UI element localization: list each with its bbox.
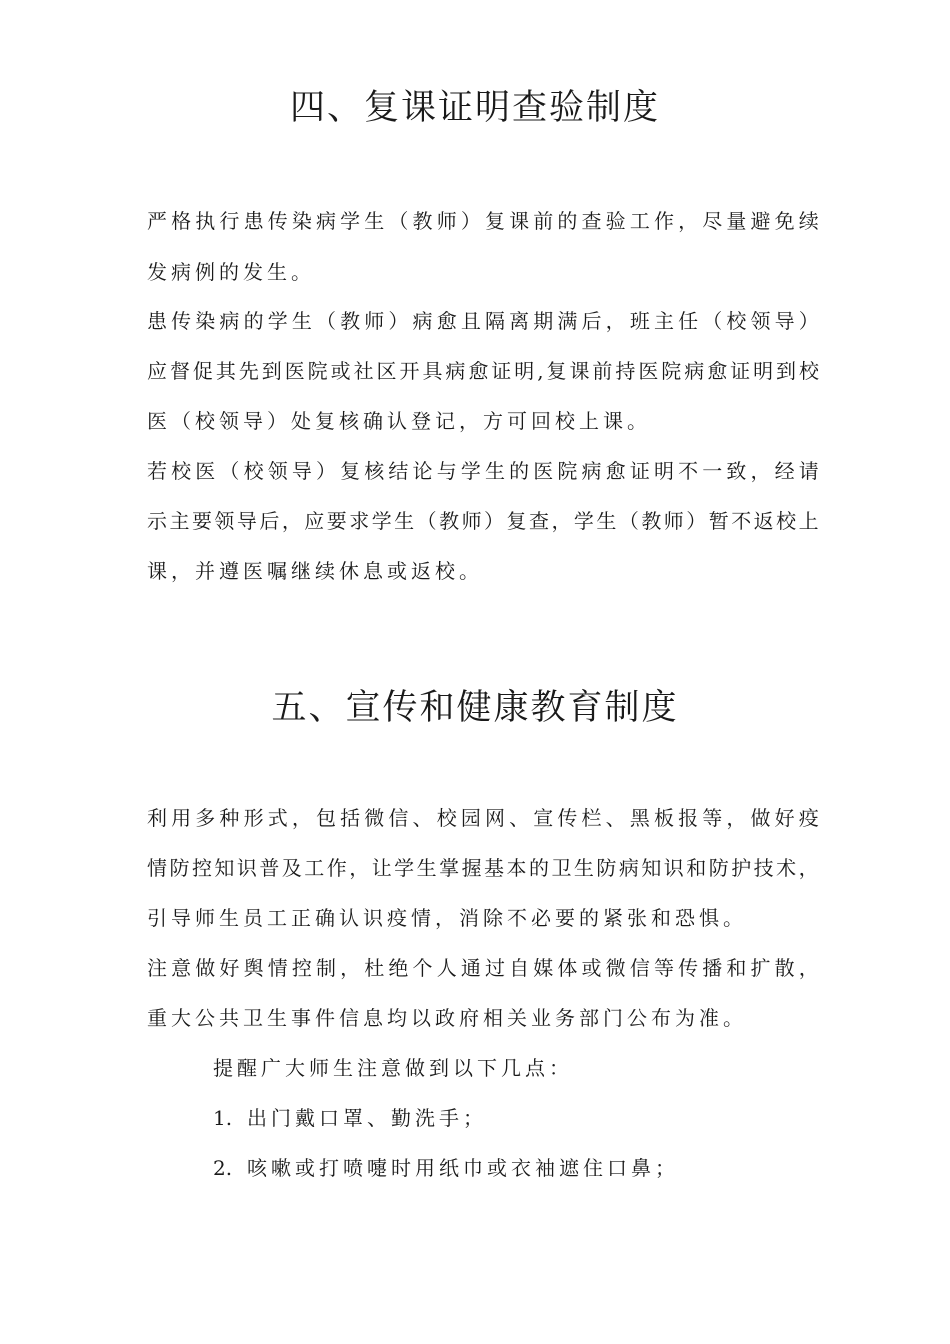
glyph: 工 bbox=[304, 856, 325, 880]
glyph: 识 bbox=[663, 856, 684, 880]
glyph: 园 bbox=[460, 806, 481, 830]
glyph: 经 bbox=[774, 459, 795, 483]
glyph: 作 bbox=[326, 856, 347, 880]
glyph: ， bbox=[291, 806, 312, 830]
glyph: 暂 bbox=[708, 509, 729, 533]
list-item bbox=[213, 1154, 679, 1182]
glyph: 示 bbox=[147, 509, 167, 533]
glyph: 校 bbox=[171, 459, 192, 483]
glyph: 到 bbox=[776, 359, 797, 383]
glyph: ） bbox=[484, 509, 505, 533]
glyph: 核 bbox=[364, 459, 385, 483]
glyph: 黑 bbox=[629, 806, 650, 830]
list-number: 1. bbox=[213, 1106, 233, 1130]
glyph: 隔 bbox=[484, 309, 505, 333]
glyph: 复 bbox=[546, 359, 567, 383]
glyph: 握 bbox=[461, 856, 482, 880]
glyph: 行 bbox=[219, 209, 240, 233]
glyph: 基 bbox=[484, 856, 505, 880]
glyph: 等 bbox=[653, 956, 674, 980]
glyph: ， bbox=[678, 209, 699, 233]
glyph: 满 bbox=[557, 309, 578, 333]
glyph: 前 bbox=[592, 359, 613, 383]
glyph: 病 bbox=[618, 856, 639, 880]
glyph: 证 bbox=[730, 359, 751, 383]
list-text: 咳嗽或打喷嚏时用纸巾或衣袖遮住口鼻； bbox=[247, 1156, 679, 1180]
glyph: 开 bbox=[399, 359, 420, 383]
glyph: 注 bbox=[147, 956, 167, 980]
glyph: 查 bbox=[581, 209, 602, 233]
list-number: 2. bbox=[213, 1156, 233, 1180]
glyph: 明 bbox=[753, 359, 774, 383]
glyph: （ bbox=[219, 459, 240, 483]
glyph: 医 bbox=[195, 459, 216, 483]
glyph: 复 bbox=[506, 509, 527, 533]
glyph: 防 bbox=[596, 856, 617, 880]
glyph: 染 bbox=[291, 209, 312, 233]
glyph: 术 bbox=[776, 856, 797, 880]
glyph: 控 bbox=[291, 956, 312, 980]
glyph: ， bbox=[551, 509, 572, 533]
glyph: 与 bbox=[436, 459, 457, 483]
s5-p1-line-3: 引导师生员工正确认识疫情，消除不必要的紧张和恐惧。 bbox=[147, 906, 747, 930]
glyph: 绝 bbox=[388, 956, 409, 980]
glyph: 意 bbox=[171, 956, 192, 980]
glyph: 括 bbox=[340, 806, 361, 830]
glyph: 疫 bbox=[798, 806, 819, 830]
s5-p1-line-2 bbox=[147, 854, 819, 882]
glyph: 校 bbox=[436, 806, 457, 830]
glyph: 、 bbox=[605, 806, 626, 830]
glyph: 过 bbox=[484, 956, 505, 980]
glyph: 防 bbox=[708, 856, 729, 880]
glyph: 领 bbox=[214, 509, 235, 533]
glyph: 且 bbox=[460, 309, 481, 333]
glyph: 愈 bbox=[707, 359, 728, 383]
glyph: 情 bbox=[267, 956, 288, 980]
glyph: 生 bbox=[364, 209, 385, 233]
glyph: 患 bbox=[147, 309, 167, 333]
glyph: 量 bbox=[726, 209, 747, 233]
glyph: 离 bbox=[509, 309, 530, 333]
glyph: 要 bbox=[326, 509, 347, 533]
glyph: 媒 bbox=[533, 956, 554, 980]
glyph: 一 bbox=[702, 459, 723, 483]
glyph: 医 bbox=[638, 359, 659, 383]
glyph: 通 bbox=[460, 956, 481, 980]
glyph: 严 bbox=[147, 209, 167, 233]
glyph: 、 bbox=[509, 806, 530, 830]
glyph: ， bbox=[798, 856, 819, 880]
glyph: 师 bbox=[663, 509, 684, 533]
glyph: 和 bbox=[726, 956, 747, 980]
glyph: 后 bbox=[259, 509, 280, 533]
glyph: 学 bbox=[394, 856, 415, 880]
glyph: 传 bbox=[171, 309, 192, 333]
glyph: 论 bbox=[412, 459, 433, 483]
s4-p3-line-3: 课，并遵医嘱继续休息或返校。 bbox=[147, 559, 483, 583]
glyph: 区 bbox=[376, 359, 397, 383]
glyph: 栏 bbox=[581, 806, 602, 830]
glyph: 院 bbox=[661, 359, 682, 383]
glyph: 宣 bbox=[533, 806, 554, 830]
glyph: 证 bbox=[491, 359, 512, 383]
glyph: 主 bbox=[169, 509, 190, 533]
glyph: 学 bbox=[573, 509, 594, 533]
glyph: 前 bbox=[533, 209, 554, 233]
glyph: 知 bbox=[214, 856, 235, 880]
glyph: 普 bbox=[259, 856, 280, 880]
glyph: 报 bbox=[678, 806, 699, 830]
glyph: 的 bbox=[528, 856, 549, 880]
glyph: 导 bbox=[291, 459, 312, 483]
s5-p2-line-1 bbox=[147, 954, 819, 982]
glyph: 做 bbox=[750, 806, 771, 830]
glyph: （ bbox=[388, 209, 409, 233]
glyph: 其 bbox=[215, 359, 236, 383]
glyph: 后 bbox=[581, 309, 602, 333]
glyph: 板 bbox=[653, 806, 674, 830]
glyph: 避 bbox=[750, 209, 771, 233]
glyph: 病 bbox=[581, 459, 602, 483]
glyph: 或 bbox=[581, 956, 602, 980]
glyph: 和 bbox=[686, 856, 707, 880]
glyph: 致 bbox=[726, 459, 747, 483]
glyph: 形 bbox=[243, 806, 264, 830]
glyph: 信 bbox=[629, 956, 650, 980]
glyph: 格 bbox=[171, 209, 192, 233]
glyph: 散 bbox=[774, 956, 795, 980]
s4-p2-line-3: 医（校领导）处复核确认登记，方可回校上课。 bbox=[147, 409, 651, 433]
glyph: 传 bbox=[557, 806, 578, 830]
glyph: 网 bbox=[484, 806, 505, 830]
glyph: 社 bbox=[353, 359, 374, 383]
glyph: 技 bbox=[753, 856, 774, 880]
s4-p3-line-1 bbox=[147, 457, 819, 485]
glyph: 式 bbox=[267, 806, 288, 830]
glyph: ， bbox=[281, 509, 302, 533]
glyph: 微 bbox=[605, 956, 626, 980]
glyph: 教 bbox=[439, 509, 460, 533]
glyph: 应 bbox=[147, 359, 167, 383]
glyph: 生 bbox=[596, 509, 617, 533]
section-4-title: 四、复课证明查验制度 bbox=[289, 88, 660, 128]
glyph: 学 bbox=[371, 509, 392, 533]
glyph: 请 bbox=[798, 459, 819, 483]
glyph: ） bbox=[686, 509, 707, 533]
glyph: 师 bbox=[461, 509, 482, 533]
glyph: 明 bbox=[653, 459, 674, 483]
glyph: 领 bbox=[750, 309, 771, 333]
glyph: 生 bbox=[394, 509, 415, 533]
glyph: 复 bbox=[484, 209, 505, 233]
s4-p2-line-2 bbox=[147, 357, 819, 385]
glyph: 扩 bbox=[750, 956, 771, 980]
glyph: 卫 bbox=[551, 856, 572, 880]
glyph: 结 bbox=[388, 459, 409, 483]
glyph: （ bbox=[702, 309, 723, 333]
s4-p2-line-1 bbox=[147, 307, 819, 335]
glyph: 医 bbox=[533, 459, 554, 483]
list-item bbox=[213, 1104, 487, 1132]
glyph: ） bbox=[798, 309, 819, 333]
glyph: 学 bbox=[460, 459, 481, 483]
glyph: 返 bbox=[753, 509, 774, 533]
glyph: 师 bbox=[436, 209, 457, 233]
s4-p3-line-2 bbox=[147, 507, 819, 535]
glyph: （ bbox=[618, 509, 639, 533]
glyph: 舆 bbox=[243, 956, 264, 980]
glyph: 先 bbox=[238, 359, 259, 383]
glyph: ， bbox=[605, 309, 626, 333]
glyph: ） bbox=[388, 309, 409, 333]
glyph: 人 bbox=[436, 956, 457, 980]
glyph: 作 bbox=[653, 209, 674, 233]
glyph: 导 bbox=[236, 509, 257, 533]
glyph: 不 bbox=[731, 509, 752, 533]
glyph: 教 bbox=[641, 509, 662, 533]
glyph: ） bbox=[460, 209, 481, 233]
glyph: 生 bbox=[484, 459, 505, 483]
glyph: 制 bbox=[315, 956, 336, 980]
glyph: 求 bbox=[349, 509, 370, 533]
s5-p2-line-2: 重大公共卫生事件信息均以政府相关业务部门公布为准。 bbox=[147, 1006, 747, 1030]
glyph: 染 bbox=[195, 309, 216, 333]
glyph: 领 bbox=[267, 459, 288, 483]
glyph: 校 bbox=[243, 459, 264, 483]
glyph: 医 bbox=[284, 359, 305, 383]
glyph: 学 bbox=[340, 209, 361, 233]
glyph: 杜 bbox=[364, 956, 385, 980]
glyph: 生 bbox=[291, 309, 312, 333]
glyph: 愈 bbox=[436, 309, 457, 333]
glyph: ， bbox=[349, 856, 370, 880]
glyph: ， bbox=[726, 806, 747, 830]
glyph: 播 bbox=[702, 956, 723, 980]
glyph: 掌 bbox=[439, 856, 460, 880]
glyph: 或 bbox=[330, 359, 351, 383]
glyph: 生 bbox=[573, 856, 594, 880]
glyph: 课 bbox=[509, 209, 530, 233]
glyph: 让 bbox=[371, 856, 392, 880]
glyph: 院 bbox=[307, 359, 328, 383]
s4-p1-line-2: 发病例的发生。 bbox=[147, 260, 315, 284]
glyph: 防 bbox=[169, 856, 190, 880]
glyph: 信 bbox=[388, 806, 409, 830]
glyph: 主 bbox=[653, 309, 674, 333]
glyph: 教 bbox=[412, 209, 433, 233]
glyph: 自 bbox=[509, 956, 530, 980]
glyph: 上 bbox=[798, 509, 819, 533]
glyph: 病 bbox=[684, 359, 705, 383]
glyph: 好 bbox=[774, 806, 795, 830]
glyph: 体 bbox=[557, 956, 578, 980]
glyph: 利 bbox=[147, 806, 167, 830]
glyph: 免 bbox=[774, 209, 795, 233]
glyph: 控 bbox=[191, 856, 212, 880]
glyph: 具 bbox=[422, 359, 443, 383]
glyph: 应 bbox=[304, 509, 325, 533]
glyph: 执 bbox=[195, 209, 216, 233]
glyph: 愈 bbox=[468, 359, 489, 383]
glyph: （ bbox=[315, 309, 336, 333]
glyph: ， bbox=[750, 459, 771, 483]
section-5-title: 五、宣传和健康教育制度 bbox=[271, 688, 679, 728]
glyph: 情 bbox=[147, 856, 167, 880]
glyph: 导 bbox=[774, 309, 795, 333]
glyph: 到 bbox=[261, 359, 282, 383]
glyph: 做 bbox=[195, 956, 216, 980]
glyph: , bbox=[537, 359, 544, 383]
glyph: 促 bbox=[192, 359, 213, 383]
glyph: 等 bbox=[702, 806, 723, 830]
glyph: 本 bbox=[506, 856, 527, 880]
glyph: 班 bbox=[629, 309, 650, 333]
glyph: 种 bbox=[219, 806, 240, 830]
glyph: 院 bbox=[557, 459, 578, 483]
glyph: 不 bbox=[678, 459, 699, 483]
glyph: 的 bbox=[509, 459, 530, 483]
glyph: 要 bbox=[191, 509, 212, 533]
glyph: 续 bbox=[798, 209, 819, 233]
glyph: 持 bbox=[615, 359, 636, 383]
glyph: 任 bbox=[678, 309, 699, 333]
glyph: ， bbox=[340, 956, 361, 980]
glyph: 病 bbox=[219, 309, 240, 333]
glyph: 护 bbox=[731, 856, 752, 880]
glyph: 复 bbox=[340, 459, 361, 483]
glyph: 患 bbox=[243, 209, 264, 233]
glyph: 多 bbox=[195, 806, 216, 830]
glyph: 验 bbox=[605, 209, 626, 233]
glyph: 用 bbox=[171, 806, 192, 830]
reminder-line: 提醒广大师生注意做到以下几点： bbox=[213, 1056, 573, 1080]
glyph: 包 bbox=[315, 806, 336, 830]
glyph: 生 bbox=[416, 856, 437, 880]
glyph: 督 bbox=[169, 359, 190, 383]
s4-p1-line-1 bbox=[147, 207, 819, 235]
glyph: （ bbox=[416, 509, 437, 533]
glyph: 知 bbox=[641, 856, 662, 880]
glyph: 好 bbox=[219, 956, 240, 980]
glyph: 期 bbox=[533, 309, 554, 333]
glyph: 校 bbox=[726, 309, 747, 333]
glyph: 尽 bbox=[702, 209, 723, 233]
glyph: 个 bbox=[412, 956, 433, 980]
glyph: 师 bbox=[364, 309, 385, 333]
glyph: 病 bbox=[315, 209, 336, 233]
list-text: 出门戴口罩、勤洗手； bbox=[247, 1106, 487, 1130]
glyph: 工 bbox=[629, 209, 650, 233]
glyph: ） bbox=[315, 459, 336, 483]
glyph: 及 bbox=[281, 856, 302, 880]
glyph: 教 bbox=[340, 309, 361, 333]
glyph: 查 bbox=[528, 509, 549, 533]
glyph: 愈 bbox=[605, 459, 626, 483]
glyph: 校 bbox=[776, 509, 797, 533]
glyph: 课 bbox=[569, 359, 590, 383]
glyph: 的 bbox=[557, 209, 578, 233]
glyph: 微 bbox=[364, 806, 385, 830]
glyph: 的 bbox=[243, 309, 264, 333]
glyph: 传 bbox=[267, 209, 288, 233]
glyph: 明 bbox=[514, 359, 535, 383]
s5-p1-line-1 bbox=[147, 804, 819, 832]
glyph: 学 bbox=[267, 309, 288, 333]
glyph: 证 bbox=[629, 459, 650, 483]
glyph: 校 bbox=[799, 359, 819, 383]
glyph: 、 bbox=[412, 806, 433, 830]
glyph: 若 bbox=[147, 459, 167, 483]
glyph: 识 bbox=[236, 856, 257, 880]
glyph: 病 bbox=[412, 309, 433, 333]
glyph: 传 bbox=[678, 956, 699, 980]
glyph: ， bbox=[798, 956, 819, 980]
glyph: 病 bbox=[445, 359, 466, 383]
